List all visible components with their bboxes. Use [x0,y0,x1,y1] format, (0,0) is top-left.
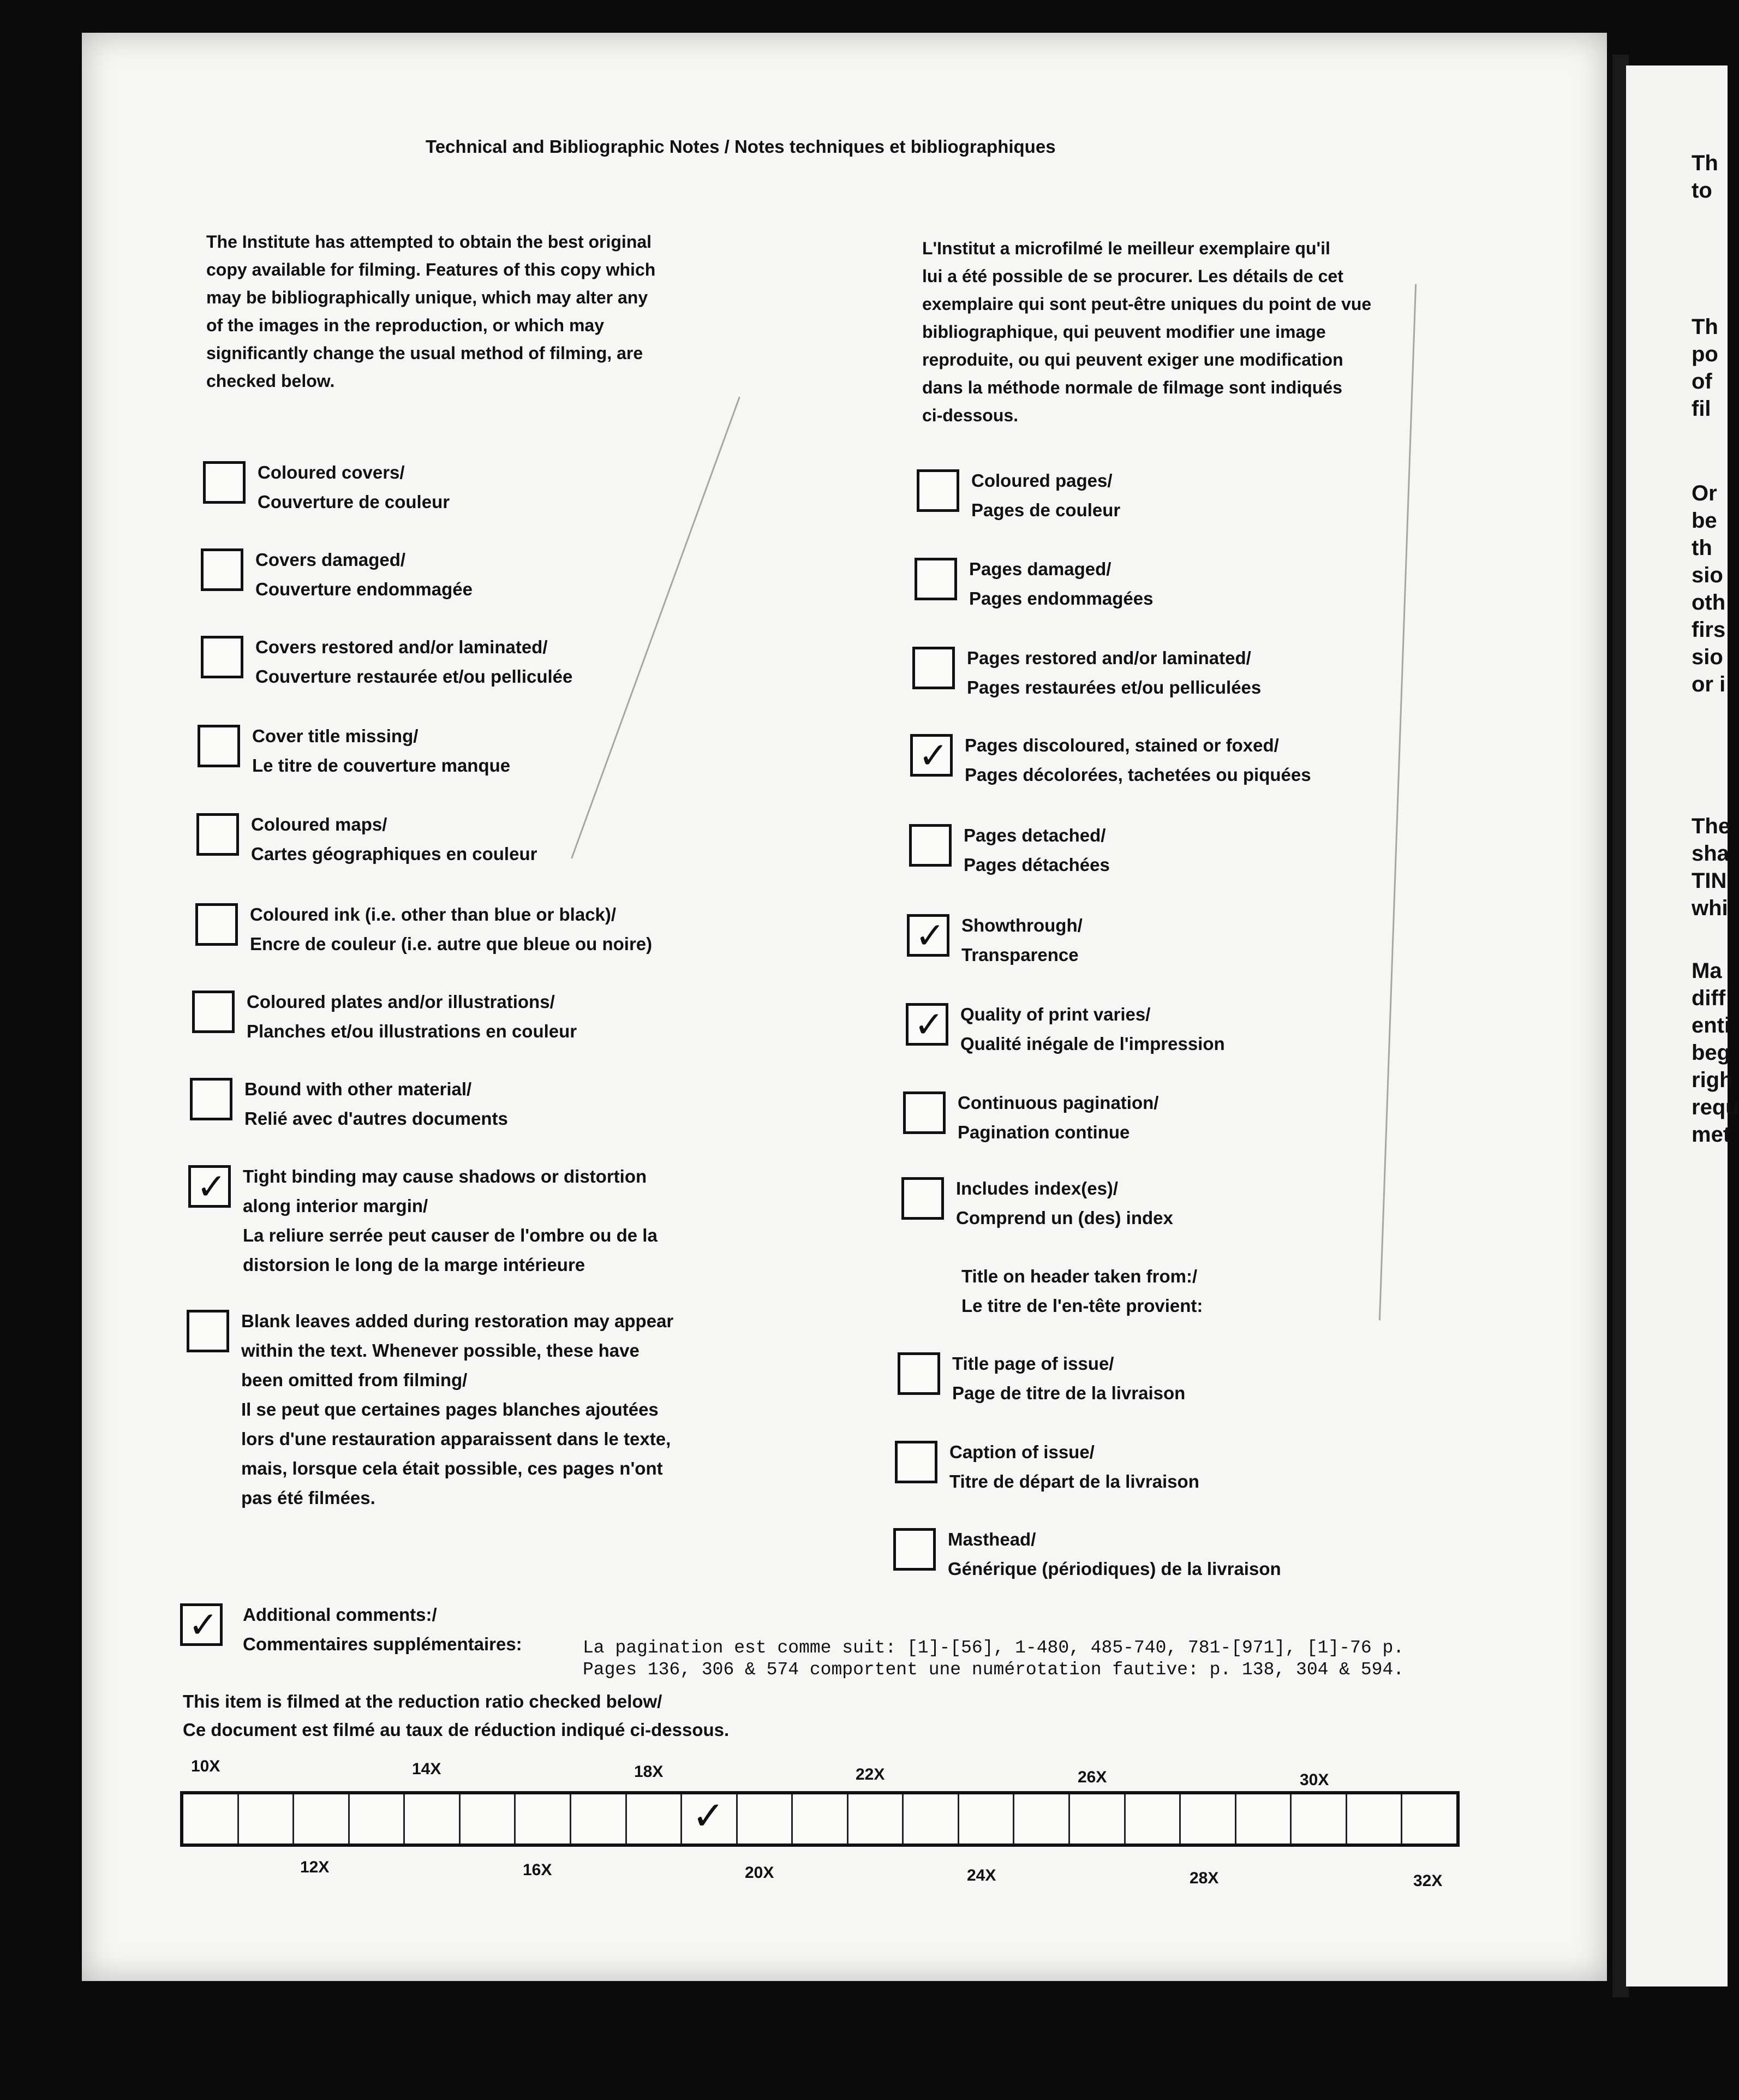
ratio-cell[interactable] [627,1794,683,1844]
page-title: Technical and Bibliographic Notes / Notes techniques et bibliographiques [426,136,1056,157]
checkbox[interactable] [895,1441,937,1483]
checkbox[interactable] [187,1310,229,1352]
item-label-line: Page de titre de la livraison [952,1383,1186,1403]
item-label-line: La reliure serrée peut causer de l'ombre ou de la [243,1225,658,1245]
item-label-line: Covers damaged/ [255,550,406,570]
ratio-cell[interactable] [1181,1794,1236,1844]
intro-en-line: copy available for filming. Features of this copy which [206,260,656,279]
item-label-line: Le titre de couverture manque [252,755,511,775]
adjacent-page-fragment: of [1692,369,1712,393]
item-label [948,1525,1281,1584]
ratio-cell[interactable] [1014,1794,1070,1844]
adjacent-page-fragment: whi [1692,896,1728,920]
item-label-line: Encre de couleur (i.e. autre que bleue ou noire) [250,934,653,954]
item-label-line: Cover title missing/ [252,726,419,746]
item-label-line: Relié avec d'autres documents [244,1108,508,1129]
intro-en-line: The Institute has attempted to obtain the best original [206,232,652,252]
adjacent-page-fragment: th [1692,536,1712,560]
item-label [250,900,652,959]
item-label-line: Includes index(es)/ [956,1178,1119,1198]
checkbox[interactable] [915,558,957,600]
adjacent-page-fragment: TIN [1692,869,1727,893]
item-label-line: along interior margin/ [243,1196,428,1216]
intro-fr-line: dans la méthode normale de filmage sont indiqués [922,378,1342,397]
pagination-note: La pagination est comme suit: [1]-[56], 1-480, 485-740, 781-[971], [1]-76 p. [583,1638,1405,1658]
adjacent-page-fragment: sha [1692,842,1729,866]
check-mark-icon: ✓ [196,1166,227,1208]
adjacent-page-fragment: po [1692,342,1718,366]
ratio-cell[interactable] [904,1794,959,1844]
checkbox[interactable] [912,647,955,689]
ratio-label-top: 22X [856,1765,885,1783]
adjacent-page-fragment: Ma [1692,959,1722,983]
item-label-line: Masthead/ [948,1529,1036,1549]
ratio-cell[interactable] [1236,1794,1292,1844]
item-label [971,466,1120,525]
item-label-line: Pages detached/ [964,825,1106,845]
checkbox[interactable] [198,725,240,767]
ratio-label-bottom: 16X [523,1861,552,1879]
item-label-line: distorsion le long de la marge intérieure [243,1255,585,1275]
item-label-line: Pagination continue [958,1122,1130,1142]
adjacent-page-fragment: enti [1692,1013,1731,1037]
item-label-line: Continuous pagination/ [958,1093,1159,1113]
item-label [958,1088,1158,1147]
ratio-cell[interactable] [1347,1794,1403,1844]
ratio-cell[interactable] [405,1794,461,1844]
item-label [251,810,537,869]
item-label-line: Comprend un (des) index [956,1208,1173,1228]
checkbox[interactable] [196,813,239,856]
item-label-line: Pages damaged/ [969,559,1111,579]
item-label-line: Pages décolorées, tachetées ou piquées [965,765,1311,785]
checkbox[interactable] [898,1352,940,1395]
item-label-line: Title page of issue/ [952,1353,1114,1374]
adjacent-page-fragment: diff [1692,986,1726,1010]
item-label [244,1075,508,1133]
item-label-line: Coloured ink (i.e. other than blue or black)/ [250,904,617,924]
item-label [241,1306,673,1513]
check-mark-icon: ✓ [918,735,949,777]
item-label-line: Caption of issue/ [949,1442,1095,1462]
additional-comments-label-fr: Commentaires supplémentaires: [243,1634,522,1654]
item-label [969,554,1153,613]
checkbox[interactable] [901,1177,944,1220]
adjacent-page-fragment: Or [1692,481,1717,505]
reduction-ratio-grid [180,1791,1460,1847]
item-label-line: within the text. Whenever possible, these have [241,1340,640,1361]
item-label-line: Qualité inégale de l'impression [960,1034,1225,1054]
adjacent-page-fragment: righ [1692,1068,1733,1092]
title-on-header-fr: Le titre de l'en-tête provient: [961,1296,1203,1316]
check-mark-icon: ✓ [914,1004,945,1046]
item-label [965,731,1311,790]
item-label [960,1000,1225,1059]
item-label-line: Couverture restaurée et/ou pelliculée [255,666,573,687]
item-label-line: Covers restored and/or laminated/ [255,637,548,657]
item-label [247,987,577,1046]
item-label-line: Générique (périodiques) de la livraison [948,1559,1281,1579]
item-label [956,1174,1173,1233]
item-label-line: Pages restaurées et/ou pelliculées [967,677,1262,697]
ratio-cell[interactable] [1292,1794,1347,1844]
item-label-line: lors d'une restauration apparaissent dans le texte, [241,1429,671,1449]
intro-fr-line: lui a été possible de se procurer. Les détails de cet [922,266,1343,286]
item-label [952,1349,1185,1408]
adjacent-page-fragment: to [1692,178,1712,202]
item-label-line: Coloured pages/ [971,470,1113,491]
item-label-line: Couverture endommagée [255,579,473,599]
ratio-cell[interactable] [738,1794,793,1844]
ratio-cell[interactable] [682,1794,738,1844]
item-label-line: Planches et/ou illustrations en couleur [247,1021,577,1041]
adjacent-page-fragment: sio [1692,645,1723,669]
adjacent-page-fragment: oth [1692,590,1726,615]
ratio-cell[interactable] [294,1794,350,1844]
ratio-label-top: 10X [191,1757,220,1775]
item-label-line: Couverture de couleur [258,492,450,512]
checkbox[interactable] [192,991,235,1033]
additional-comments-checkbox[interactable] [180,1603,223,1646]
ratio-label-top: 30X [1300,1771,1329,1789]
item-label-line: Il se peut que certaines pages blanches ajoutées [241,1399,659,1419]
intro-french [922,235,1371,429]
item-label-line: Coloured maps/ [251,814,387,834]
ratio-label-bottom: 24X [967,1866,996,1884]
reduction-statement-fr: Ce document est filmé au taux de réduction indiqué ci-dessous. [183,1720,730,1740]
adjacent-page-fragment: requ [1692,1095,1739,1119]
ratio-cell[interactable] [1402,1794,1456,1844]
ratio-cell[interactable] [793,1794,848,1844]
checkbox[interactable] [907,914,949,957]
ratio-cell[interactable] [461,1794,516,1844]
item-label-line: Pages détachées [964,855,1110,875]
item-label-line: Showthrough/ [961,915,1083,935]
item-label-line: Titre de départ de la livraison [949,1471,1199,1492]
adjacent-page-fragment: beg [1692,1041,1731,1065]
check-mark-icon: ✓ [188,1604,219,1646]
intro-fr-line: exemplaire qui sont peut-être uniques du point de vue [922,294,1372,314]
item-label-line: Coloured plates and/or illustrations/ [247,992,555,1012]
ratio-cell[interactable] [959,1794,1015,1844]
intro-en-line: may be bibliographically unique, which may alter any [206,288,648,307]
item-label-line: Pages restored and/or laminated/ [967,648,1251,668]
item-label-line: Blank leaves added during restoration may appear [241,1311,674,1331]
adjacent-page-fragment: or i [1692,672,1726,696]
item-label [252,721,510,780]
adjacent-page-fragment: firs [1692,618,1726,642]
adjacent-page-fragment: sio [1692,563,1723,587]
item-label [258,458,450,517]
item-label-line: Pages de couleur [971,500,1121,520]
adjacent-page-fragment: be [1692,509,1717,533]
checkbox[interactable] [201,548,243,591]
item-label-line: been omitted from filming/ [241,1370,468,1390]
checkbox[interactable] [203,461,246,504]
item-label [964,821,1110,880]
title-on-header [961,1262,1203,1321]
checkbox[interactable] [917,469,959,512]
intro-fr-line: bibliographique, qui peuvent modifier une image [922,322,1326,342]
ratio-label-bottom: 20X [745,1864,774,1882]
intro-fr-line: ci-dessous. [922,405,1019,425]
item-label-line: Cartes géographiques en couleur [251,844,537,864]
intro-fr-line: L'Institut a microfilmé le meilleur exemplaire qu'il [922,238,1330,258]
item-label [243,1162,658,1280]
adjacent-page-fragment: Th [1692,315,1718,339]
ratio-cell[interactable] [571,1794,627,1844]
ratio-label-bottom: 32X [1413,1872,1443,1890]
checkbox[interactable] [195,903,238,946]
additional-comments-label-en: Additional comments:/ [243,1604,437,1625]
item-label [255,633,572,691]
item-label-line: Quality of print varies/ [960,1004,1151,1024]
adjacent-page-fragment: met [1692,1123,1731,1147]
intro-fr-line: reproduite, ou qui peuvent exiger une modification [922,350,1343,369]
additional-comments-text [583,1637,1404,1681]
ratio-label-top: 18X [634,1763,664,1781]
intro-english [206,228,655,395]
ratio-cell[interactable] [516,1794,571,1844]
checkbox[interactable] [893,1528,936,1571]
item-label [949,1437,1199,1496]
checkbox[interactable] [909,824,952,867]
checkbox[interactable] [188,1165,231,1208]
item-label-line: Pages endommagées [969,588,1154,608]
item-label-line: Transparence [961,945,1079,965]
ratio-cell[interactable] [848,1794,904,1844]
intro-en-line: checked below. [206,371,335,391]
checkbox[interactable] [903,1091,946,1134]
adjacent-page-fragment: Th [1692,151,1718,175]
ratio-cell[interactable] [1126,1794,1181,1844]
item-label-line: Tight binding may cause shadows or distortion [243,1166,647,1186]
ratio-label-bottom: 28X [1190,1869,1219,1887]
item-label-line: Bound with other material/ [244,1079,472,1099]
item-label-line: Coloured covers/ [258,462,405,482]
check-mark-icon: ✓ [692,1793,725,1839]
item-label [967,643,1261,702]
reduction-statement [183,1687,729,1744]
intro-en-line: of the images in the reproduction, or which may [206,315,604,335]
item-label-line: pas été filmées. [241,1488,375,1508]
ratio-label-top: 26X [1078,1768,1107,1786]
item-label [255,545,473,604]
adjacent-page-fragment: The [1692,814,1731,838]
item-label [961,911,1083,970]
checkbox[interactable] [201,636,243,678]
item-label-line: mais, lorsque cela était possible, ces pages n'ont [241,1458,663,1478]
checkbox[interactable] [906,1003,948,1046]
misnumbering-note: Pages 136, 306 & 574 comportent une numérotation fautive: p. 138, 304 & 594. [583,1660,1405,1680]
checkbox[interactable] [190,1078,232,1120]
reduction-statement-en: This item is filmed at the reduction ratio checked below/ [183,1691,662,1711]
item-label-line: Pages discoloured, stained or foxed/ [965,735,1279,755]
check-mark-icon: ✓ [915,915,946,957]
ratio-label-bottom: 12X [300,1858,330,1876]
ratio-label-top: 14X [412,1760,441,1778]
intro-en-line: significantly change the usual method of filming, are [206,343,643,363]
adjacent-page-fragment: fil [1692,397,1711,421]
title-on-header-en: Title on header taken from:/ [961,1266,1198,1286]
ratio-cell[interactable] [239,1794,295,1844]
checkbox[interactable] [910,734,953,777]
ratio-cell[interactable] [183,1794,239,1844]
ratio-cell[interactable] [1070,1794,1126,1844]
ratio-cell[interactable] [350,1794,405,1844]
